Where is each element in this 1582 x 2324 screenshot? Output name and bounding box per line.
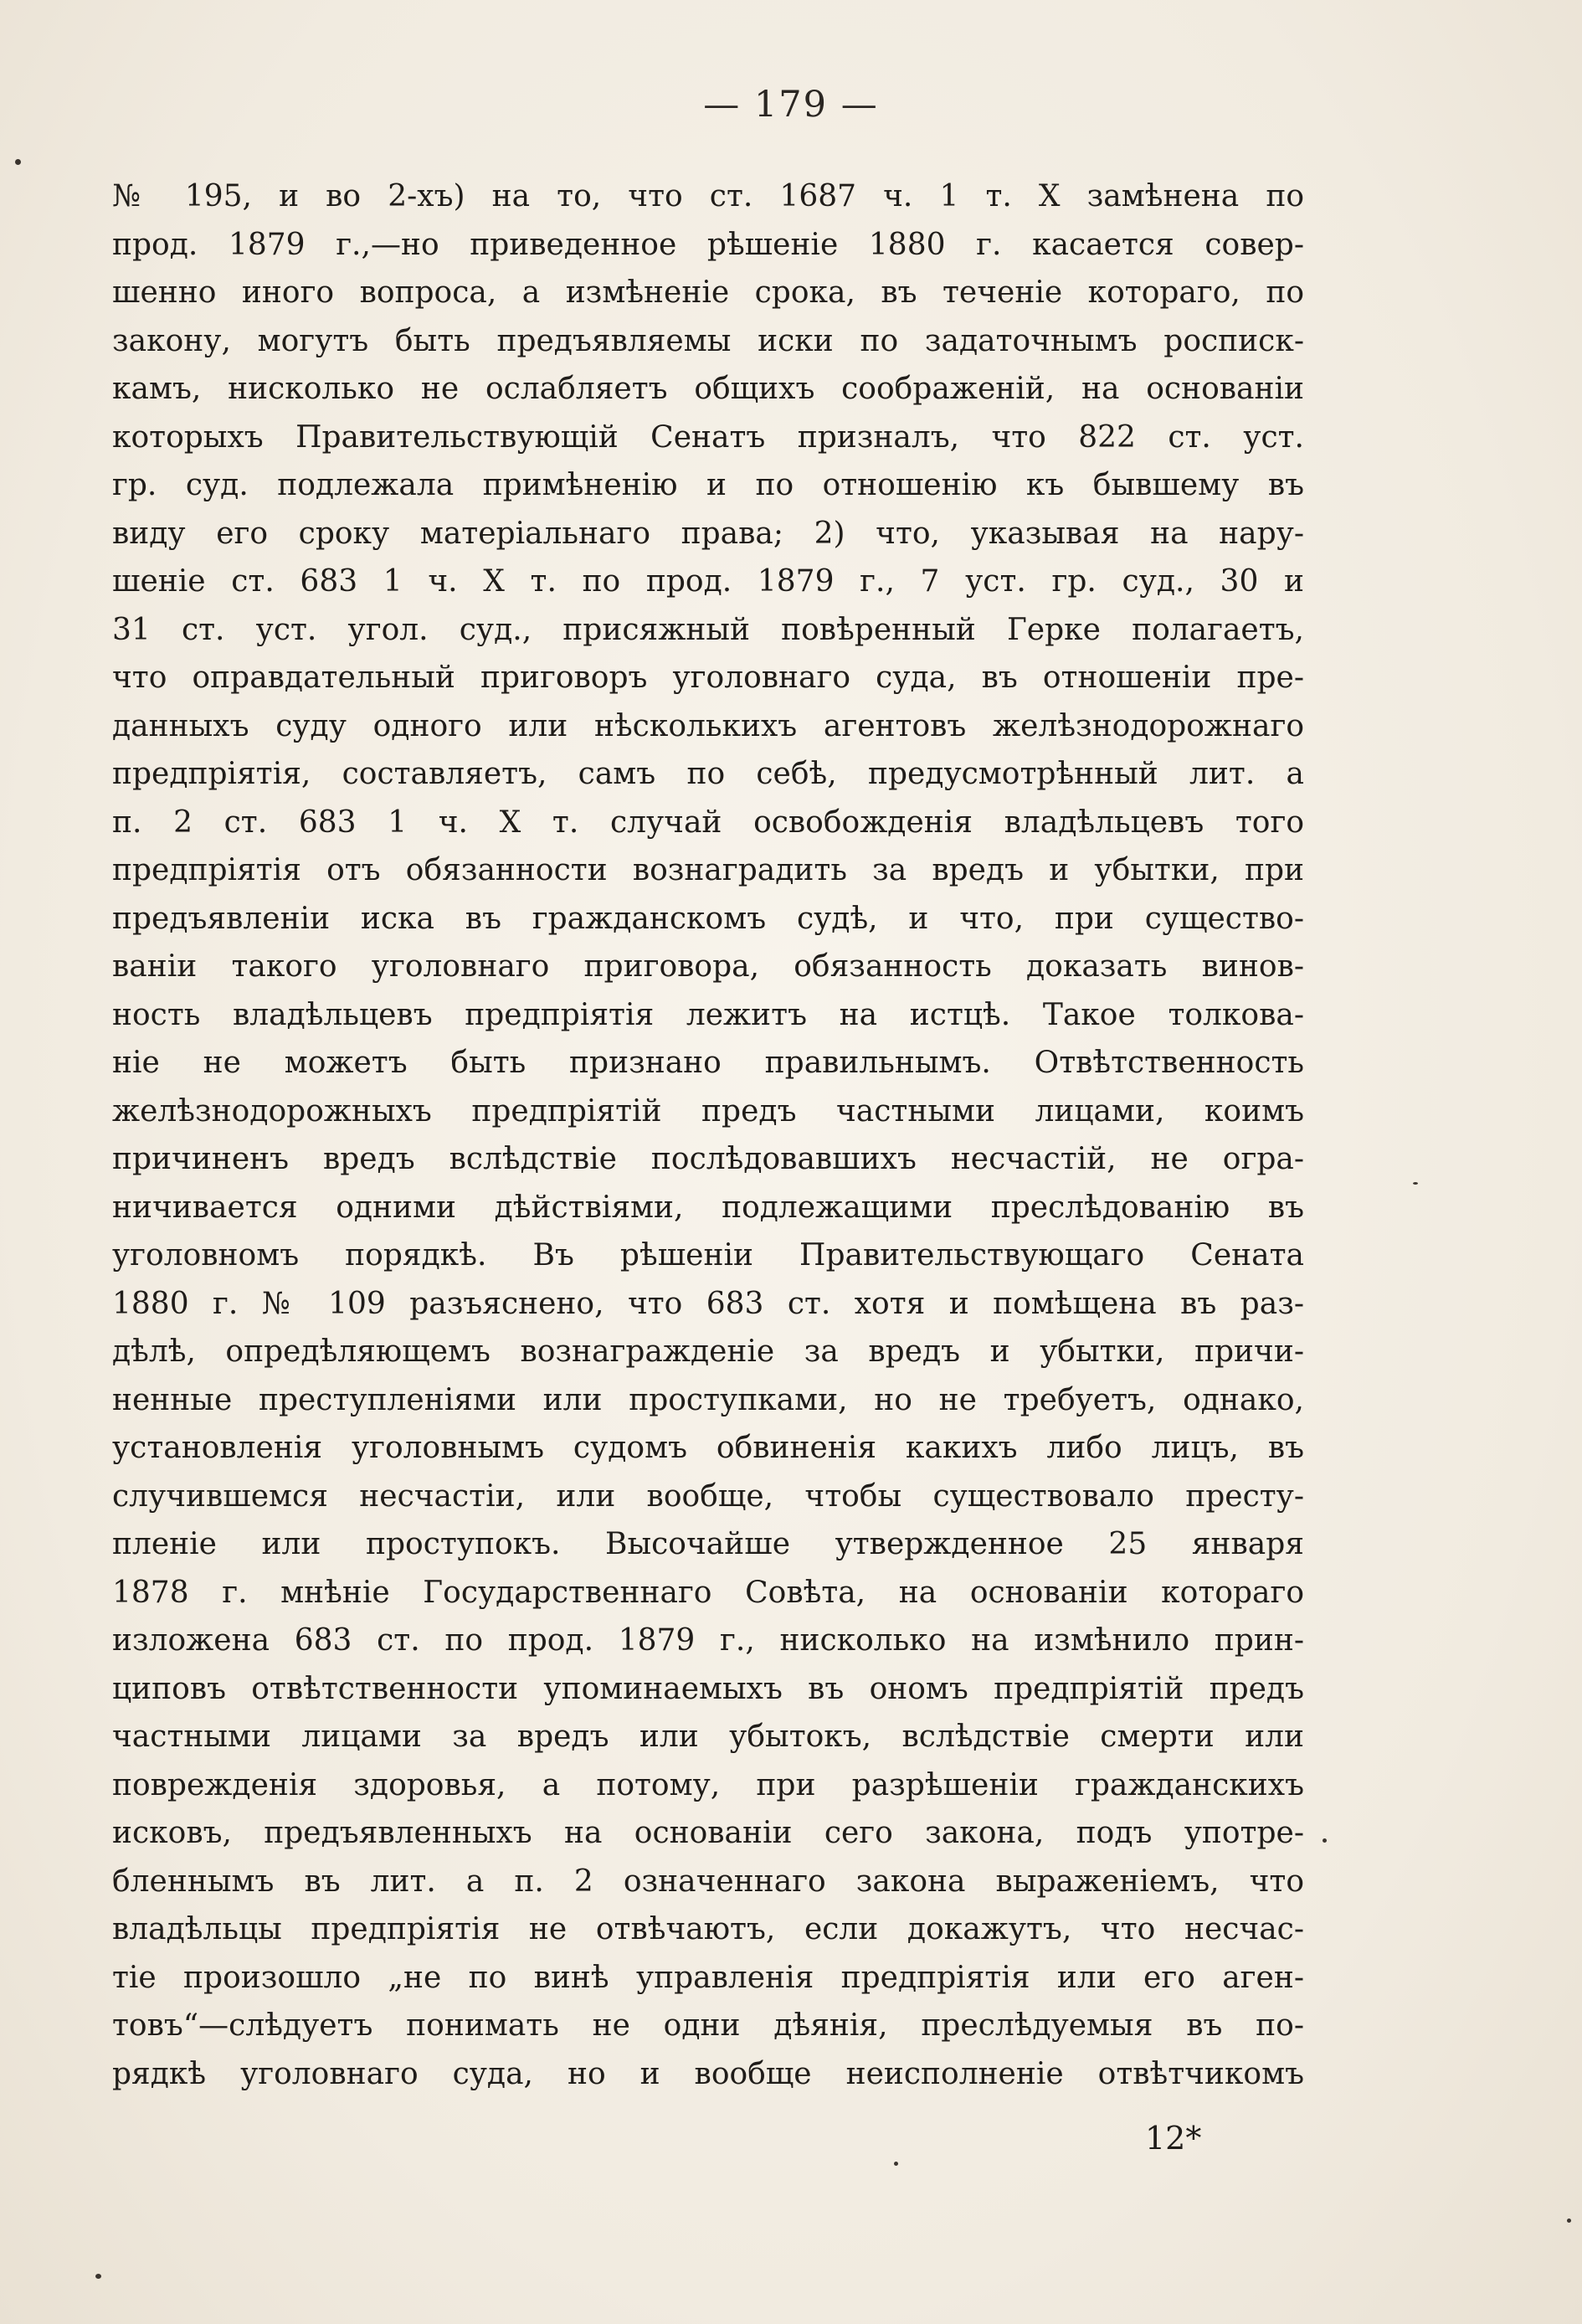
text-line: 1878 г. мнѣніе Государственнаго Совѣта, на основаніи котораго — [112, 1575, 1304, 1610]
text-line: камъ, нисколько не ослабляетъ общихъ соображеній, на основаніи — [112, 372, 1304, 406]
text-line: данныхъ суду одного или нѣсколькихъ агентовъ желѣзнодорожнаго — [112, 708, 1304, 743]
text-line: пленіе или проступокъ. Высочайше утвержденное 25 января — [112, 1527, 1304, 1561]
paper-speck — [15, 159, 21, 165]
text-line: циповъ отвѣтственности упоминаемыхъ въ ономъ предпріятій предъ — [112, 1671, 1304, 1706]
text-line: поврежденія здоровья, а потому, при разрѣшеніи гражданскихъ — [112, 1767, 1304, 1802]
body-text — [112, 172, 1304, 2098]
text-line: шенно иного вопроса, а измѣненіе срока, въ теченіе котораго, по — [112, 275, 1304, 310]
text-line: виду его сроку матеріальнаго права; 2) что, указывая на нару- — [112, 516, 1304, 551]
text-line: прод. 1879 г.,—но приведенное рѣшеніе 1880 г. касается совер- — [112, 227, 1304, 262]
text-line: желѣзнодорожныхъ предпріятій предъ частными лицами, коимъ — [112, 1093, 1304, 1129]
text-line: изложена 683 ст. по прод. 1879 г., нисколько на измѣнило прин- — [112, 1623, 1304, 1658]
text-line: бленнымъ въ лит. а п. 2 означеннаго закона выраженіемъ, что — [112, 1864, 1304, 1899]
text-line: уголовномъ порядкѣ. Въ рѣшеніи Правительствующаго Сената — [112, 1238, 1304, 1273]
text-line: ніе не можетъ быть признано правильнымъ. Отвѣтственность — [112, 1046, 1304, 1080]
text-line: частными лицами за вредъ или убытокъ, вслѣдствіе смерти или — [112, 1720, 1304, 1754]
text-line: предпріятія, составляетъ, самъ по себѣ, предусмотрѣнный лит. а — [112, 757, 1304, 791]
text-line: рядкѣ уголовнаго суда, но и вообще неисполненіе отвѣтчикомъ — [112, 2056, 1304, 2091]
text-line: тіе произошло „не по винѣ управленія предпріятія или его аген- — [112, 1960, 1304, 1995]
text-line: гр. суд. подлежала примѣненію и по отношенію къ бывшему въ — [112, 468, 1304, 502]
paper-speck — [95, 2274, 101, 2279]
paper-speck — [894, 2162, 898, 2166]
text-line: закону, могутъ быть предъявляемы иски по задаточнымъ росписк- — [112, 323, 1304, 358]
paper-speck — [1323, 1838, 1327, 1843]
text-line: предъявленіи иска въ гражданскомъ судѣ, и что, при существо- — [112, 901, 1304, 936]
text-line: п. 2 ст. 683 1 ч. X т. случай освобожденія владѣльцевъ того — [112, 805, 1304, 840]
text-line: причиненъ вредъ вслѣдствіе послѣдовавшихъ несчастій, не огра- — [112, 1142, 1304, 1176]
text-line: ненные преступленіями или проступками, но не требуетъ, однако, — [112, 1382, 1304, 1417]
text-line: ничивается одними дѣйствіями, подлежащими преслѣдованію въ — [112, 1190, 1304, 1225]
paper-speck — [1567, 2219, 1571, 2223]
text-line: товъ“—слѣдуетъ понимать не одни дѣянія, преслѣдуемыя въ по- — [112, 2008, 1304, 2043]
text-line: установленія уголовнымъ судомъ обвиненія какихъ либо лицъ, въ — [112, 1431, 1304, 1465]
text-line: исковъ, предъявленныхъ на основаніи сего закона, подъ употре- — [112, 1816, 1304, 1850]
text-line: владѣльцы предпріятія не отвѣчаютъ, если докажутъ, что несчас- — [112, 1912, 1304, 1946]
page-number: — 179 — — [703, 84, 879, 126]
text-line: ваніи такого уголовнаго приговора, обязанность доказать винов- — [112, 949, 1304, 984]
text-line: которыхъ Правительствующій Сенатъ призналъ, что 822 ст. уст. — [112, 419, 1304, 455]
signature-mark: 12* — [1145, 2120, 1202, 2157]
text-line: ность владѣльцевъ предпріятія лежитъ на истцѣ. Такое толкова- — [112, 997, 1304, 1032]
text-line: 1880 г. № 109 разъяснено, что 683 ст. хотя и помѣщена въ раз- — [112, 1286, 1304, 1321]
text-line: что оправдательный приговоръ уголовнаго суда, въ отношеніи пре- — [112, 661, 1304, 695]
text-line: случившемся несчастіи, или вообще, чтобы существовало престу- — [112, 1478, 1304, 1514]
text-line: предпріятія отъ обязанности вознаградить за вредъ и убытки, при — [112, 853, 1304, 887]
text-line: шеніе ст. 683 1 ч. X т. по прод. 1879 г., 7 уст. гр. суд., 30 и — [112, 564, 1304, 599]
text-line: 31 ст. уст. угол. суд., присяжный повѣренный Герке полагаетъ, — [112, 612, 1304, 647]
paper-speck — [1413, 1182, 1418, 1185]
text-line: дѣлѣ, опредѣляющемъ вознагражденіе за вредъ и убытки, причи- — [112, 1334, 1304, 1369]
text-line: № 195, и во 2-хъ) на то, что ст. 1687 ч. 1 т. X замѣнена по — [112, 179, 1304, 213]
